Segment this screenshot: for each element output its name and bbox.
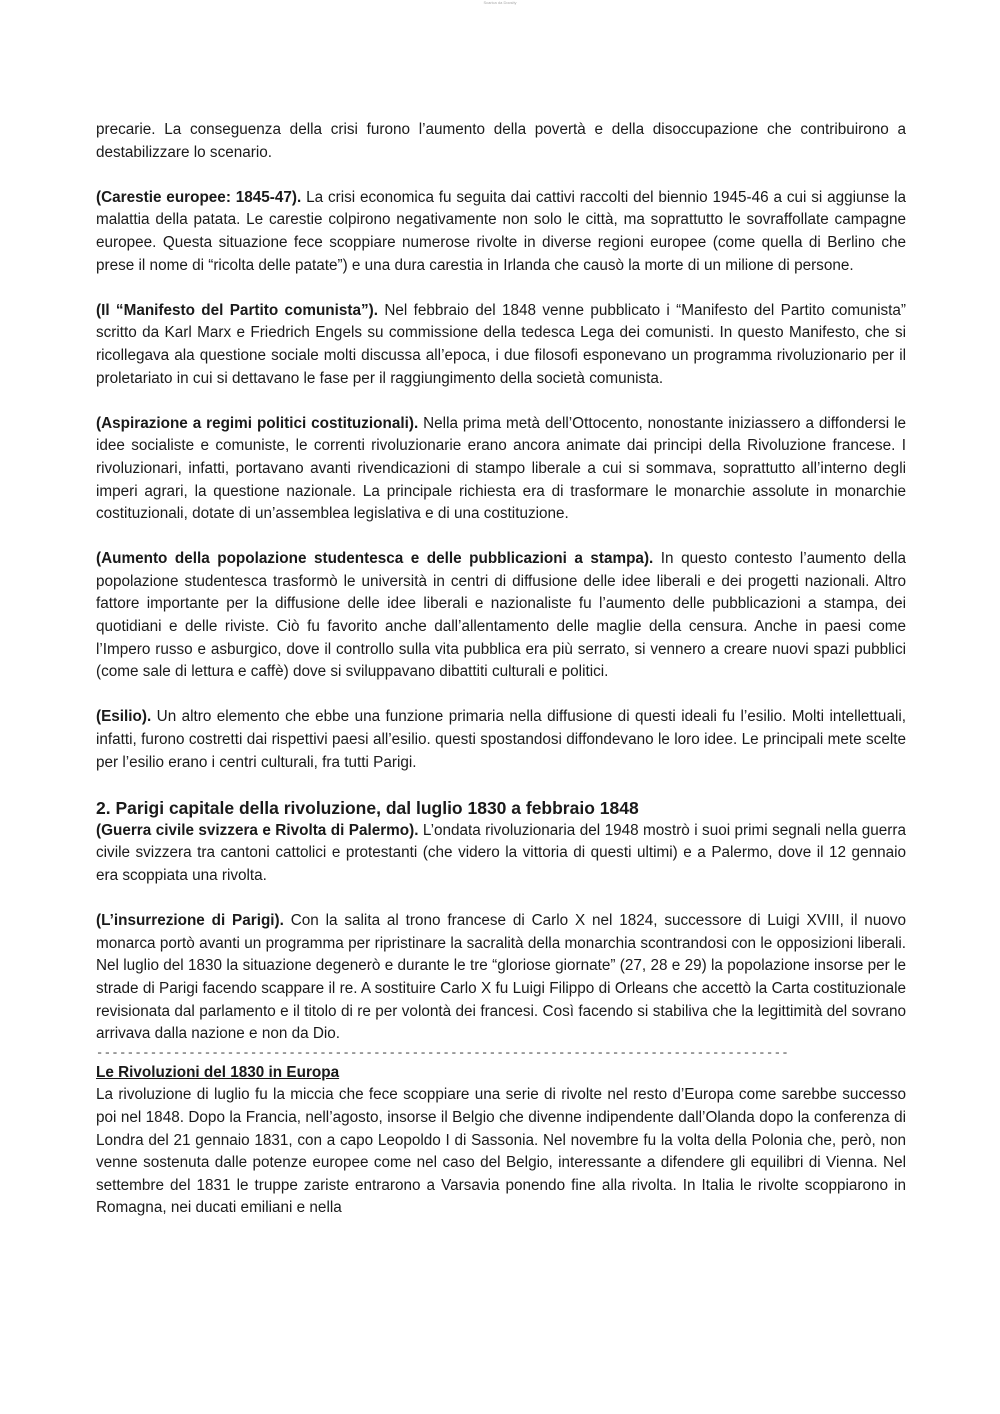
paragraph-heading: (Esilio). xyxy=(96,708,152,726)
section-title: 2. Parigi capitale della rivoluzione, dal luglio 1830 a febbraio 1848 xyxy=(96,797,639,818)
paragraph-aspirazione xyxy=(96,413,906,526)
paragraph-heading: (L’insurrezione di Parigi). xyxy=(96,912,284,930)
dashed-separator: ------------------------------------------------------------------------------------------ xyxy=(96,1045,790,1060)
paragraph-heading: (Aumento della popolazione studentesca e delle pubblicazioni a stampa). xyxy=(96,550,654,568)
paragraph-text: Nel febbraio del 1848 venne pubblicato i “Manifesto del Partito comunista” scritto da Karl Marx e Friedrich Engels su commissione della tedesca Lega dei comunisti. In questo Manifesto, che si ricollegava ala questione sociale molti discussa all’epoca, i due filosofi esponevano un programma rivoluzionario per il proletariato in cui si dettavano le fase per il raggiungimento della società comunista. xyxy=(96,301,907,387)
paragraph-crisis-continuation: precarie. La conseguenza della crisi furono l’aumento della povertà e della disoccupazione che contribuirono a destabilizzare lo scenario. xyxy=(96,121,906,161)
paragraph-heading: (Guerra civile svizzera e Rivolta di Palermo). xyxy=(96,821,419,839)
paragraph-heading: (Aspirazione a regimi politici costituzionali). xyxy=(96,414,419,432)
paragraph-carestie xyxy=(96,187,906,277)
paragraph-insurrezione-parigi xyxy=(96,910,906,1046)
paragraph-esilio xyxy=(96,706,906,774)
paragraph-text: Con la salita al trono francese di Carlo X nel 1824, successore di Luigi XVIII, il nuovo monarca portò avanti un programma per ripristinare la sacralità della monarchia scontrandosi con le opposizioni liberali. Nel luglio del 1830 la situazione degenerò e durante le tre “gloriose giornate” (27, 28 e 29) la popolazione insorse per le strade di Parigi facendo scappare il re. A sostituire Carlo X fu Luigi Filippo di Orleans che accettò la Carta costituzionale revisionata dal parlamento e il titolo di re per volontà dei francesi. Così facendo si stabiliva che la legittimità del sovrano arrivava dalla nazione e non da Dio. xyxy=(96,912,906,1043)
document-body xyxy=(96,119,906,1220)
paragraph-text: La crisi economica fu seguita dai cattivi raccolti del biennio 1945-46 a cui si aggiunse la malattia della patata. Le carestie colpirono negativamente non solo le città, ma soprattutto le sovraffollate campagne europee. Questa situazione fece scoppiare numerose rivolte in diverse regioni europee (come quella di Berlino che prese il nome di “ricolta delle patate”) e una dura carestia in Irlanda che causò la morte di un milione di persone. xyxy=(96,188,906,274)
paragraph-text: Un altro elemento che ebbe una funzione primaria nella diffusione di questi ideali fu l’esilio. Molti intellettuali, infatti, furono costretti dai rispettivi paesi all’esilio. questi spostandosi diffondevano le loro idee. Le principali mete scelte per l’esilio erano i centri culturali, fra tutti Parigi. xyxy=(96,708,906,771)
paragraph-text: In questo contesto l’aumento della popolazione studentesca trasformò le università in centri di diffusione delle idee liberali e dei progetti nazionali. Altro fattore importante per la diffusione delle idee liberali e nazionaliste fu l’aumento delle pubblicazioni a stampa, dei quotidiani e delle riviste. Ciò fu favorito anche dall’allentamento delle maglie della censura. Anche in paesi come l’Impero russo e asburgico, dove il controllo sulla vita pubblica era più serrato, si vennero a creare nuovi spazi pubblici (come sale di lettura e caffè) dove si sviluppavano dibattiti culturali e politici. xyxy=(96,550,906,681)
paragraph-text: L’ondata rivoluzionaria del 1948 mostrò i suoi primi segnali nella guerra civile svizzera tra cantoni cattolici e protestanti (che videro la vittoria di questi ultimi) e a Palermo, dove il 12 gennaio era scoppiata una rivolta. xyxy=(96,821,906,884)
paragraph-popolazione-studentesca xyxy=(96,548,906,684)
paragraph-manifesto xyxy=(96,300,906,390)
page-header-watermark: Scarica da Docsity xyxy=(483,0,517,5)
paragraph-heading: (Il “Manifesto del Partito comunista”). xyxy=(96,301,379,319)
box-paragraph: La rivoluzione di luglio fu la miccia che fece scoppiare una serie di rivolte nel resto d’Europa come sarebbe successo poi nel 1848. Dopo la Francia, nell’agosto, insorse il Belgio che divenne indipendente dall’Olanda dopo la conferenza di Londra del 21 gennaio 1831, con a capo Leopoldo I di Sassonia. Nel novembre fu la volta della Polonia che, però, non venne sostenuta dalle potenze europee come nel caso del Belgio, interessante a difendere gli equilibri di Vienna. Nel settembre del 1831 le truppe zariste entrarono a Varsavia ponendo fine alla rivolta. In Italia le rivolte scoppiarono in Romagna, nei ducati emiliani e nella xyxy=(96,1086,906,1217)
paragraph-guerra-civile-svizzera xyxy=(96,820,906,888)
box-title: Le Rivoluzioni del 1830 in Europa xyxy=(96,1063,340,1081)
paragraph-text: Nella prima metà dell’Ottocento, nonostante iniziassero a diffondersi le idee socialiste e comuniste, le correnti rivoluzionarie erano ancora animate dai principi della Rivoluzione francese. I rivoluzionari, infatti, portavano avanti rivendicazioni di stampo liberale a cui si sommava, soprattutto all’interno degli imperi agrari, la questione nazionale. La principale richiesta era di trasformare le monarchie assolute in monarchie costituzionali, dotate di un’assemblea legislativa e di una costituzione. xyxy=(96,414,906,523)
paragraph-heading: (Carestie europee: 1845-47). xyxy=(96,188,302,206)
